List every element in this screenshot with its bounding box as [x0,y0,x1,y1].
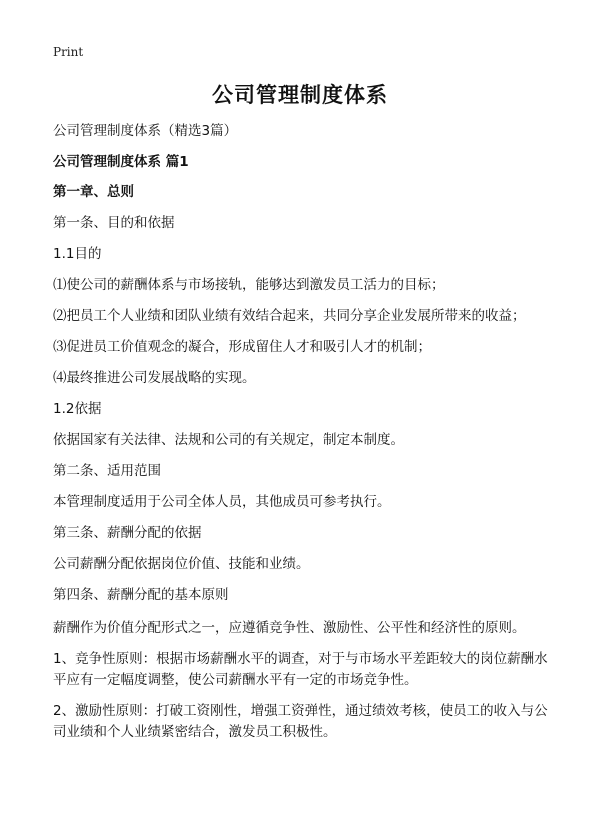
article-heading-2: 第二条、适用范围 [53,463,161,479]
goal-item-3: ⑶促进员工价值观念的凝合，形成留住人才和吸引人才的机制； [53,339,431,355]
article-heading-4: 第四条、薪酬分配的基本原则 [53,587,229,603]
page-title: 公司管理制度体系 [212,83,388,107]
print-link[interactable]: Print [53,45,84,59]
goal-item-2: ⑵把员工个人业绩和团队业绩有效结合起来，共同分享企业发展所带来的收益； [53,308,526,324]
chapter-heading: 第一章、总则 [53,184,134,200]
article-heading-1: 第一条、目的和依据 [53,215,175,231]
principle-item-2: 2、激励性原则：打破工资刚性，增强工资弹性，通过绩效考核，使员工的收入与公司业绩和个人业绩紧密结合，激发员工积极性。 [53,703,548,740]
principle-item-1: 1、竞争性原则：根据市场薪酬水平的调查，对于与市场水平差距较大的岗位薪酬水平应有一定幅度调整，使公司薪酬水平有一定的市场竞争性。 [53,651,548,688]
distribution-paragraph: 公司薪酬分配依据岗位价值、技能和业绩。 [53,556,310,572]
section-heading: 公司管理制度体系 篇1 [53,154,189,170]
scope-paragraph: 本管理制度适用于公司全体人员，其他成员可参考执行。 [53,494,391,510]
goal-item-4: ⑷最终推进公司发展战略的实现。 [53,370,256,386]
article-heading-3: 第三条、薪酬分配的依据 [53,525,202,541]
principle-paragraph: 薪酬作为价值分配形式之一，应遵循竞争性、激励性、公平性和经济性的原则。 [53,620,526,636]
subsection-heading-1-2: 1.2依据 [53,401,102,417]
document-subtitle: 公司管理制度体系（精选3篇） [53,123,238,139]
goal-item-1: ⑴使公司的薪酬体系与市场接轨，能够达到激发员工活力的目标； [53,277,445,293]
basis-paragraph: 依据国家有关法律、法规和公司的有关规定，制定本制度。 [53,432,404,448]
subsection-heading-1-1: 1.1目的 [53,246,102,262]
